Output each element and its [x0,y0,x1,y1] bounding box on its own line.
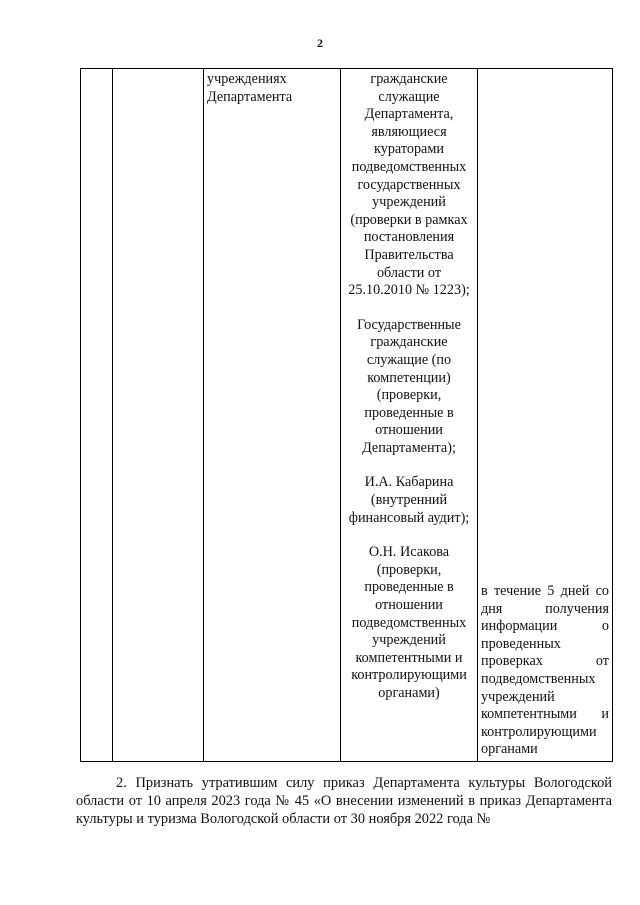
table-cell-object: учреждениях Департамента [204,69,341,762]
responsible-entry: Государственные гражданские служащие (по компетенции) (проверки, проведенные в отношении Департамента); [357,316,461,456]
table-row [81,69,613,762]
body-paragraph: 2. Признать утратившим силу приказ Департамента культуры Вологодской области от 10 апреля 2023 года № 45 «О внесении изменений в приказ Департамента культуры и туризма Вологодской области от 30 ноября 2022 года № [76,775,612,827]
table-cell-measure [113,69,204,762]
deadline-text: в течение 5 дней со дня получения информации о проведенных проверках от подведомственных учреждений компетентными и контролирующими органами [481,583,609,758]
responsible-entry: гражданские служащие Департамента, являющиеся кураторами подведомственных государственных учреждений (проверки в рамках постановления Правительства области от 25.10.2010 № 1223); [348,71,470,299]
table-cell-deadline [478,69,613,762]
table-cell-number [81,69,113,762]
cell-spacer [481,71,609,583]
continuation-table [80,68,613,762]
responsible-entry: О.Н. Исакова (проверки, проведенные в отношении подведомственных учреждений компетентными и контролирующими органами) [351,544,467,701]
table-cell-responsible [341,69,478,762]
page-number: 2 [317,36,323,50]
responsible-entry: И.А. Кабарина (внутренний финансовый аудит); [348,474,470,526]
